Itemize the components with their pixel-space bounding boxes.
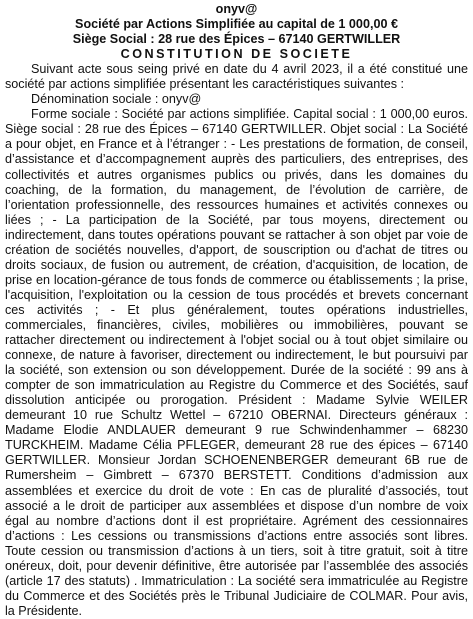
body-paragraph: Forme sociale : Société par actions simplifiée. Capital social : 1 000,00 euros. Siège social : 28 rue des Épices – 67140 GERTWILLER. Objet social : La Société a pour objet, en France et à l’étranger : - Les prestations de formation, de conseil, d’assistance et d’accompagnement auprès des particuliers, des entreprises, des collectivités et autres organismes publics ou privés, dans les domaines du coaching, de la formation, du management, de l’évolution de carrière, de l’orientation professionnelle, des ressources humaines et activités connexes ou liées ; - La participation de la Société, par tous moyens, directement ou indirectement, dans toutes opérations pouvant se rattacher à son objet par voie de création de sociétés nouvelles, d'apport, de souscription ou d'achat de titres ou droits sociaux, de fusion ou autrement, de création, d'acquisition, de location, de prise en location-gérance de tous fonds de commerce ou établissements ; la prise, l'acquisition, l'exploitation ou la cession de tous procédés et brevets concernant ces activités ; - Et plus généralement, toutes opérations industrielles, commerciales, financières, civiles, mobilières ou immobilières, pouvant se rattacher directement ou indirectement à l'objet social ou à tout objet similaire ou connexe, de nature à favoriser, directement ou indirectement, le but poursuivi par la société, son extension ou son développement. Durée de la société : 99 ans à compter de son immatriculation au Registre du Commerce et des Sociétés, sauf dissolution anticipée ou prorogation. Président : Madame Sylvie WEILER demeurant 10 rue Schultz Wettel – 67210 OBERNAI. Directeurs généraux : Madame Elodie ANDLAUER demeurant 9 rue Schwindenhammer – 68230 TURCKHEIM. Madame Célia PFLEGER, demeurant 28 rue des épices – 67140 GERTWILLER. Monsieur Jordan SCHOENENBERGER demeurant 6B rue de Rumersheim – Gimbrett – 67370 BERSTETT. Conditions d’admission aux assemblées et exercice du droit de vote : En cas de pluralité d’associés, tout associé a le droit de participer aux assemblées et dispose d’un nombre de voix égal au nombre d’actions dont il est propriétaire. Agrément des cessionnaires d’actions : Les cessions ou transmissions d’actions entre associés sont libres. Toute cession ou transmission d’actions à un tiers, soit à titre gratuit, soit à titre onéreux, doit, pour devenir définitive, être autorisée par l’assemblée des associés (article 17 des statuts) . Immatriculation : La société sera immatriculée au Registre du Commerce et des Sociétés près le Tribunal Judiciaire de COLMAR. Pour avis, la Présidente. bbox=[5, 107, 468, 618]
notice-heading: CONSTITUTION DE SOCIETE bbox=[120, 47, 353, 62]
intro-paragraph: Suivant acte sous seing privé en date du 4 avril 2023, il a été constitué une société par actions simplifiée présentant les caractéristiques suivantes : bbox=[5, 62, 468, 92]
company-name: onyv@ bbox=[215, 2, 258, 16]
company-form-capital: Société par Actions Simplifiée au capital de 1 000,00 € bbox=[75, 17, 398, 32]
head-office: Siège Social : 28 rue des Épices – 67140 GERTWILLER bbox=[72, 32, 401, 47]
denomination-line: Dénomination sociale : onyv@ bbox=[31, 92, 202, 107]
